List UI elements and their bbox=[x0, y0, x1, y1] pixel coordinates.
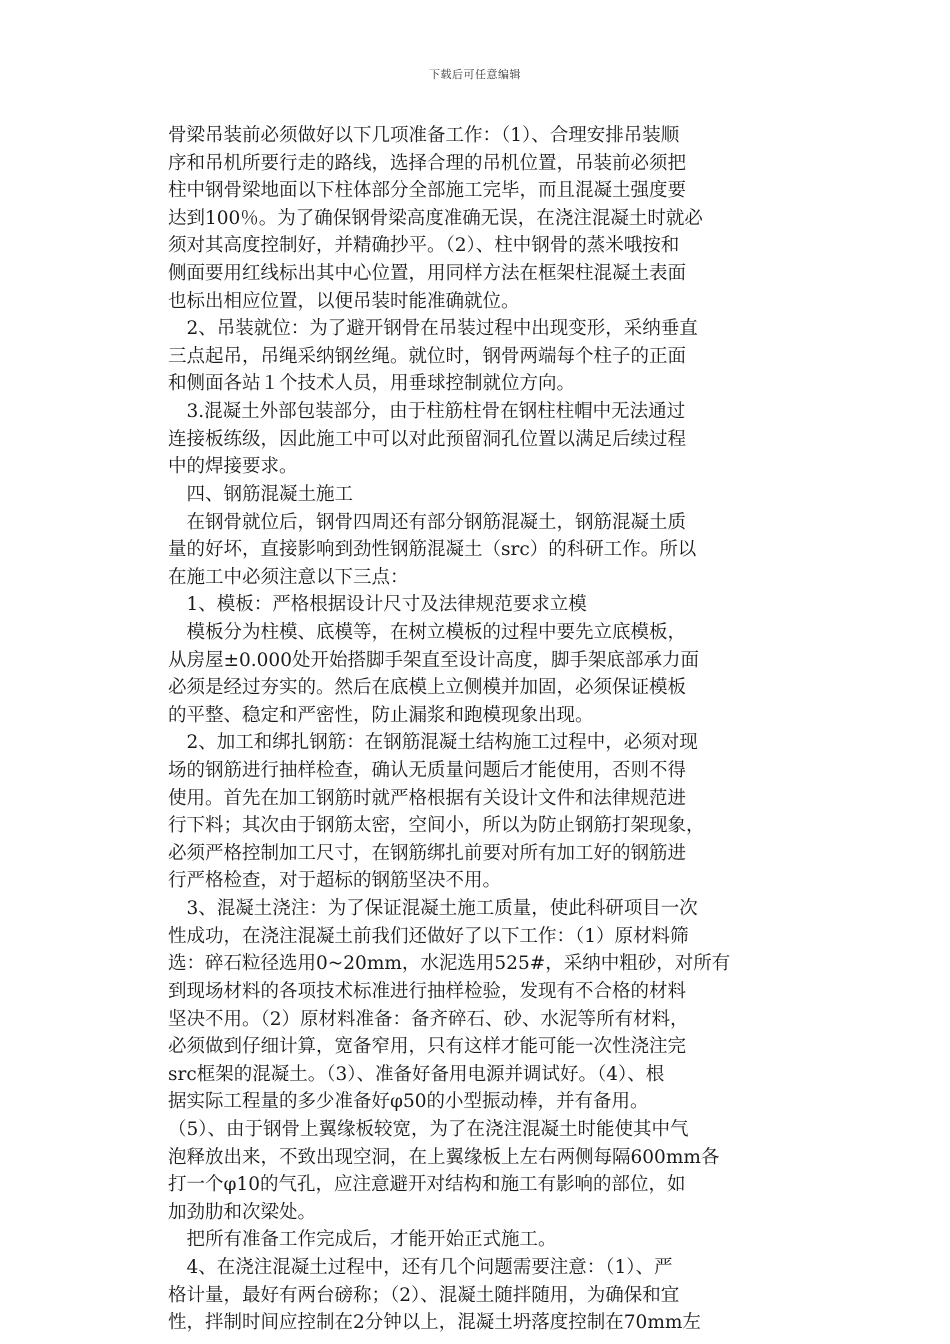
text-line: 加劲肋和次梁处。 bbox=[168, 1201, 317, 1223]
text-line: 性成功，在浇注混凝土前我们还做好了以下工作：（1）原材料筛 bbox=[168, 925, 689, 947]
text-line: src框架的混凝土。（3）、准备好备用电源并调试好。（4）、根 bbox=[168, 1063, 665, 1085]
text-line: 序和吊机所要行走的路线，选择合理的吊机位置，吊装前必须把 bbox=[168, 152, 687, 174]
text-line: 和侧面各站１个技术人员，用垂球控制就位方向。 bbox=[168, 373, 576, 395]
text-line: 打一个φ10的气孔，应注意避开对结构和施工有影响的部位，如 bbox=[168, 1174, 686, 1196]
text-line: 2、吊装就位：为了避开钢骨在吊装过程中出现变形，采纳垂直 bbox=[168, 318, 698, 340]
text-line: 泡释放出来，不致出现空洞，在上翼缘板上左右两侧每隔600mm各 bbox=[168, 1146, 720, 1168]
text-line: 必须做到仔细计算，宽备窄用，只有这样才能可能一次性浇注完 bbox=[168, 1036, 687, 1058]
text-line: 的平整、稳定和严密性，防止漏浆和跑模现象出现。 bbox=[168, 704, 594, 726]
text-line: 也标出相应位置，以便吊装时能准确就位。 bbox=[168, 290, 520, 312]
text-line: 必须是经过夯实的。然后在底模上立侧模并加固，必须保证模板 bbox=[168, 677, 687, 699]
text-line: 选：碎石粒径选用0~20mm，水泥选用525#，采纳中粗砂，对所有 bbox=[168, 953, 731, 975]
document-body bbox=[168, 122, 786, 1337]
text-line: 须对其高度控制好，并精确抄平。（2）、柱中钢骨的蒸米哦按和 bbox=[168, 235, 680, 257]
text-line: 达到100％。为了确保钢骨梁高度准确无误，在浇注混凝土时就必 bbox=[168, 207, 703, 229]
text-line: 中的焊接要求。 bbox=[168, 456, 298, 478]
text-line: 量的好坏，直接影响到劲性钢筋混凝土（src）的科研工作。所以 bbox=[168, 539, 697, 561]
text-line: 格计量，最好有两台磅称；（2）、混凝土随拌随用，为确保和宜 bbox=[168, 1284, 680, 1306]
text-line: 2、加工和绑扎钢筋：在钢筋混凝土结构施工过程中，必须对现 bbox=[168, 732, 698, 754]
text-line: 使用。首先在加工钢筋时就严格根据有关设计文件和法律规范进 bbox=[168, 787, 687, 809]
text-line: 模板分为柱模、底模等，在树立模板的过程中要先立底模板， bbox=[168, 621, 687, 643]
text-line: 行严格检查，对于超标的钢筋坚决不用。 bbox=[168, 870, 502, 892]
text-line: 在施工中必须注意以下三点： bbox=[168, 566, 409, 588]
text-line: 3、混凝土浇注：为了保证混凝土施工质量，使此科研项目一次 bbox=[168, 898, 698, 920]
text-line: 3.混凝土外部包装部分，由于柱筋柱骨在钢柱柱帽中无法通过 bbox=[168, 401, 686, 423]
text-line: 据实际工程量的多少准备好φ50的小型振动棒，并有备用。 bbox=[168, 1091, 649, 1113]
text-line: 侧面要用红线标出其中心位置，用同样方法在框架柱混凝土表面 bbox=[168, 263, 687, 285]
text-line: 骨梁吊装前必须做好以下几项准备工作：（1）、合理安排吊装顺 bbox=[168, 125, 680, 146]
text-line: 必须严格控制加工尺寸，在钢筋绑扎前要对所有加工好的钢筋进 bbox=[168, 842, 687, 864]
text-line: 到现场材料的各项技术标准进行抽样检验，发现有不合格的材料 bbox=[168, 980, 687, 1002]
text-line: 坚决不用。（2）原材料准备：备齐碎石、砂、水泥等所有材料， bbox=[168, 1008, 689, 1030]
text-line: 1、模板：严格根据设计尺寸及法律规范要求立模 bbox=[168, 594, 587, 616]
text-line: 三点起吊，吊绳采纳钢丝绳。就位时，钢骨两端每个柱子的正面 bbox=[168, 345, 687, 367]
text-line: 把所有准备工作完成后，才能开始正式施工。 bbox=[168, 1229, 557, 1251]
text-line: 四、钢筋混凝土施工 bbox=[168, 483, 354, 505]
text-line: （5）、由于钢骨上翼缘板较宽，为了在浇注混凝土时能使其中气 bbox=[168, 1118, 689, 1140]
text-line: 场的钢筋进行抽样检查，确认无质量问题后才能使用，否则不得 bbox=[168, 760, 687, 782]
text-line: 从房屋±0.000处开始搭脚手架直至设计高度，脚手架底部承力面 bbox=[168, 649, 699, 671]
page-header: 下载后可任意编辑 bbox=[429, 68, 521, 81]
text-line: 在钢骨就位后，钢骨四周还有部分钢筋混凝土，钢筋混凝土质 bbox=[168, 511, 687, 533]
text-line: 行下料；其次由于钢筋太密，空间小，所以为防止钢筋打架现象， bbox=[168, 815, 705, 837]
text-line: 柱中钢骨梁地面以下柱体部分全部施工完毕，而且混凝土强度要 bbox=[168, 180, 687, 202]
text-line: 连接板练级，因此施工中可以对此预留洞孔位置以满足后续过程 bbox=[168, 428, 687, 450]
text-line: 4、在浇注混凝土过程中，还有几个问题需要注意：（1）、严 bbox=[168, 1256, 673, 1278]
text-line: 性，拌制时间应控制在2分钟以上，混凝土坍落度控制在70mm左 bbox=[168, 1312, 701, 1334]
